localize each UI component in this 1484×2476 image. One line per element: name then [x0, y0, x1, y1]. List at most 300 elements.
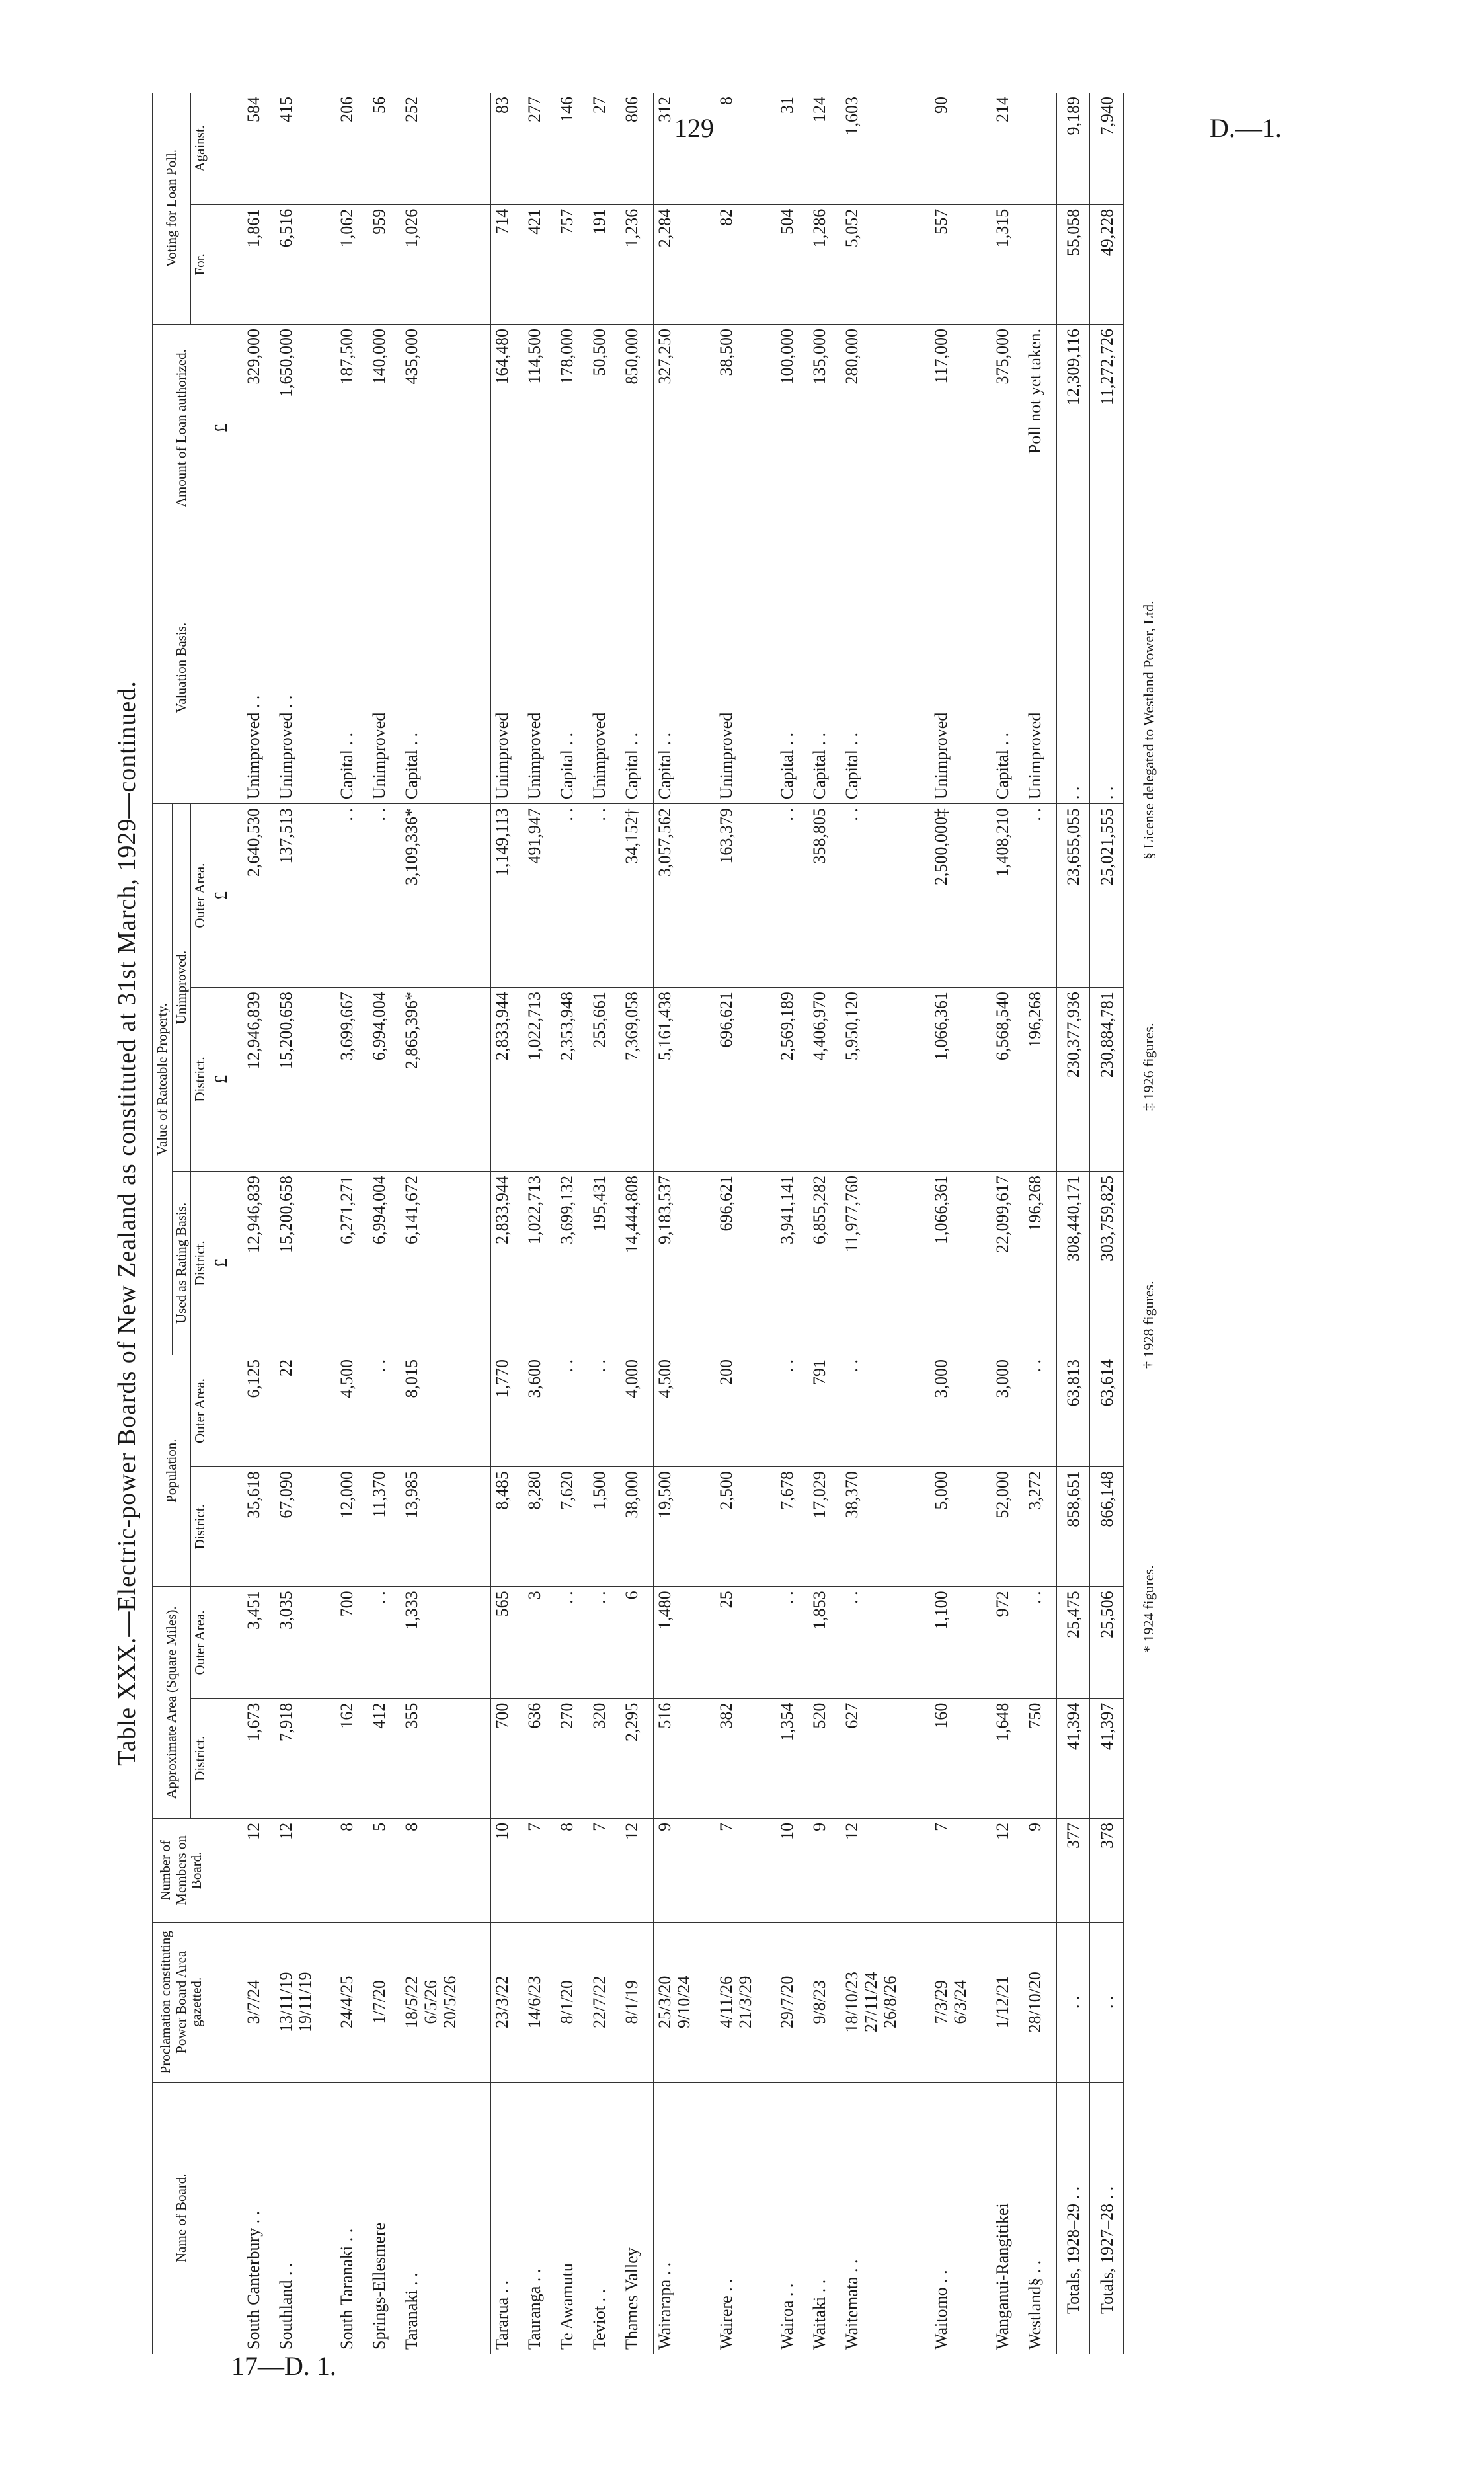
cell-uni-d: 1,066,361 [930, 988, 991, 1172]
cell-val: Capital . . [401, 532, 490, 804]
cell-loan: 164,480 [490, 325, 524, 532]
cell-area-d: 355 [401, 1698, 490, 1818]
proclamation-date: . . [1064, 1995, 1083, 2009]
board-name: Totals, 1928–29 . . [1056, 2082, 1090, 2354]
cell-against: 31 [776, 93, 808, 204]
cell-pop-d: 13,985 [401, 1467, 490, 1587]
cell-members: 7 [715, 1818, 776, 1922]
table-row [992, 93, 1024, 2354]
cell-used: 6,141,672 [401, 1172, 490, 1355]
cell-for: 1,315 [992, 204, 1024, 324]
table-row [776, 93, 808, 2354]
board-name: Wairoa . . [777, 2283, 797, 2350]
cell-uni-d: 696,621 [715, 988, 776, 1172]
cell-for: 757 [556, 204, 588, 324]
cell-loan: 280,000 [841, 325, 930, 532]
cell-uni-o: 1,149,113 [490, 804, 524, 988]
board-name: Totals, 1927–28 . . [1090, 2082, 1124, 2354]
cell-for: 1,861 [243, 204, 275, 324]
cell-members: 9 [654, 1818, 715, 1922]
cell-uni-o: . . [1024, 804, 1057, 988]
cell-uni-o: 1,408,210 [992, 804, 1024, 988]
cell-val: Capital . . [336, 532, 368, 804]
cell-pop-d: 2,500 [715, 1467, 776, 1587]
cell-area-o: . . [588, 1587, 621, 1698]
proclamation-date: 3/7/24 [243, 1980, 263, 2024]
header-valuation: Valuation Basis. [153, 532, 210, 804]
cell-for: 504 [776, 204, 808, 324]
cell-val: Unimproved [588, 532, 621, 804]
proclamation-date: 23/3/22 [492, 1976, 512, 2029]
cell-pop-o: 4,500 [336, 1355, 368, 1466]
cell-pop-o: 8,015 [401, 1355, 490, 1466]
table-row [588, 93, 621, 2354]
currency-cell: £ [210, 988, 243, 1172]
cell-pop-d: 35,618 [243, 1467, 275, 1587]
cell-loan: 329,000 [243, 325, 275, 532]
cell-for: 55,058 [1056, 204, 1090, 324]
cell-for: 1,026 [401, 204, 490, 324]
proclamation-dates [556, 1922, 588, 2082]
cell-area-d: 636 [524, 1698, 556, 1818]
cell-area-d: 1,354 [776, 1698, 808, 1818]
proclamation-date: 1/7/20 [370, 1980, 389, 2024]
footnote: * 1924 figures. [1140, 1565, 1157, 1653]
cell-area-d: 627 [841, 1698, 930, 1818]
cell-val: Capital . . [992, 532, 1024, 804]
cell-val: . . [1090, 532, 1124, 804]
board-name: Tararua . . [492, 2280, 512, 2350]
cell-val: Capital . . [808, 532, 841, 804]
cell-val: Unimproved [490, 532, 524, 804]
proclamation-dates [490, 1922, 524, 2082]
electric-power-boards-table [152, 93, 1124, 2354]
cell-val: Capital . . [621, 532, 654, 804]
cell-against: 312 [654, 93, 715, 204]
board-name: Waitomo . . [931, 2270, 951, 2350]
cell-uni-o: 491,947 [524, 804, 556, 988]
cell-pop-o: . . [841, 1355, 930, 1466]
currency-cell [210, 1922, 243, 2082]
cell-area-o: . . [776, 1587, 808, 1698]
cell-loan: 50,500 [588, 325, 621, 532]
cell-used: 3,941,141 [776, 1172, 808, 1355]
cell-loan: 187,500 [336, 325, 368, 532]
cell-members: 9 [1024, 1818, 1057, 1922]
proclamation-date: 24/4/25 [337, 1976, 357, 2029]
cell-against: 214 [992, 93, 1024, 204]
proclamation-date: . . [1097, 1995, 1116, 2009]
cell-members: 12 [841, 1818, 930, 1922]
cell-used: 6,994,004 [368, 1172, 401, 1355]
header-area-outer: Outer Area. [191, 1587, 210, 1698]
cell-members: 12 [243, 1818, 275, 1922]
board-name: Wanganui-Rangitikei [992, 2203, 1012, 2350]
proclamation-dates [1024, 1922, 1057, 2082]
cell-uni-d: 12,946,839 [243, 988, 275, 1172]
cell-used: 3,699,132 [556, 1172, 588, 1355]
cell-members: 8 [401, 1818, 490, 1922]
cell-pop-o: 63,813 [1056, 1355, 1090, 1466]
cell-pop-o: 4,500 [654, 1355, 715, 1466]
currency-cell [210, 1355, 243, 1466]
cell-uni-o: . . [556, 804, 588, 988]
header-uni-district: District. [191, 988, 210, 1172]
table-row [1024, 93, 1057, 2354]
cell-used: 303,759,825 [1090, 1172, 1124, 1355]
cell-area-o: 700 [336, 1587, 368, 1698]
cell-pop-o: 3,600 [524, 1355, 556, 1466]
board-name: Taranaki . . [401, 2082, 490, 2354]
cell-pop-d: 67,090 [275, 1467, 336, 1587]
proclamation-date: 18/10/23 [842, 1972, 862, 2033]
cell-pop-o: 791 [808, 1355, 841, 1466]
cell-loan: 1,650,000 [275, 325, 336, 532]
table-row [490, 93, 524, 2354]
proclamation-date: 19/11/19 [295, 1972, 315, 2033]
cell-used: 6,271,271 [336, 1172, 368, 1355]
cell-against: 56 [368, 93, 401, 204]
board-name: Te Awamutu [557, 2263, 576, 2350]
cell-pop-o: . . [776, 1355, 808, 1466]
proclamation-dates [654, 1922, 715, 2082]
proclamation-date: 20/5/26 [440, 1976, 460, 2029]
cell-pop-d: 1,500 [588, 1467, 621, 1587]
cell-uni-d: 7,369,058 [621, 988, 654, 1172]
header-loan: Amount of Loan authorized. [153, 325, 210, 532]
table-row [654, 93, 715, 2354]
cell-against: 146 [556, 93, 588, 204]
cell-uni-d: 5,950,120 [841, 988, 930, 1172]
cell-used: 696,621 [715, 1172, 776, 1355]
cell-pop-o: 200 [715, 1355, 776, 1466]
cell-val: Unimproved [715, 532, 776, 804]
proclamation-dates [808, 1922, 841, 2082]
cell-uni-d: 230,884,781 [1090, 988, 1124, 1172]
board-name: South Taranaki . . [337, 2228, 357, 2350]
proclamation-date: 8/1/20 [557, 1980, 576, 2024]
table-row [930, 93, 991, 2354]
cell-against: 8 [715, 93, 776, 204]
cell-pop-o: 22 [275, 1355, 336, 1466]
header-pop-district: District. [191, 1467, 210, 1587]
cell-area-o: . . [556, 1587, 588, 1698]
cell-area-o: 25,506 [1090, 1587, 1124, 1698]
cell-area-o: 25,475 [1056, 1587, 1090, 1698]
cell-members: 9 [808, 1818, 841, 1922]
cell-pop-d: 8,280 [524, 1467, 556, 1587]
cell-loan: 850,000 [621, 325, 654, 532]
cell-area-o: . . [368, 1587, 401, 1698]
proclamation-date: 7/3/29 [931, 1980, 951, 2024]
table-row [401, 93, 490, 2354]
cell-uni-o: 2,640,530 [243, 804, 275, 988]
cell-uni-d: 2,865,396* [401, 988, 490, 1172]
header-name: Name of Board. [153, 2082, 210, 2354]
cell-for: 82 [715, 204, 776, 324]
cell-against: 252 [401, 93, 490, 204]
currency-cell [210, 204, 243, 324]
cell-against: 1,603 [841, 93, 930, 204]
cell-area-d: 412 [368, 1698, 401, 1818]
proclamation-date: 28/10/20 [1025, 1972, 1044, 2033]
cell-loan: 140,000 [368, 325, 401, 532]
currency-cell [210, 1467, 243, 1587]
cell-pop-d: 5,000 [930, 1467, 991, 1587]
cell-area-d: 41,397 [1090, 1698, 1124, 1818]
cell-used: 9,183,537 [654, 1172, 715, 1355]
board-name: Teviot . . [590, 2288, 609, 2350]
cell-pop-d: 12,000 [336, 1467, 368, 1587]
cell-for: 1,236 [621, 204, 654, 324]
board-name: South Canterbury . . [243, 2210, 263, 2350]
cell-val: Capital . . [776, 532, 808, 804]
cell-members: 8 [336, 1818, 368, 1922]
cell-used: 196,268 [1024, 1172, 1057, 1355]
board-name: Wairarapa . . [655, 2262, 675, 2350]
cell-members: 10 [776, 1818, 808, 1922]
cell-used: 1,022,713 [524, 1172, 556, 1355]
table-title: Table XXX.—Electric-power Boards of New Zealand as constituted at 31st March, 1929—continued. [113, 680, 141, 1766]
currency-cell [210, 93, 243, 204]
currency-cell: £ [210, 325, 243, 532]
cell-val: Unimproved [368, 532, 401, 804]
cell-uni-o: . . [776, 804, 808, 988]
cell-pop-d: 7,620 [556, 1467, 588, 1587]
cell-pop-o: 3,000 [930, 1355, 991, 1466]
cell-area-o: 1,333 [401, 1587, 490, 1698]
cell-uni-o: . . [368, 804, 401, 988]
cell-uni-o: 163,379 [715, 804, 776, 988]
cell-members: 7 [930, 1818, 991, 1922]
header-rateable: Value of Rateable Property. [153, 804, 172, 1355]
cell-against: 206 [336, 93, 368, 204]
proclamation-dates [715, 1922, 776, 2082]
proclamation-date: 4/11/26 [716, 1976, 736, 2028]
proclamation-date: 8/1/19 [622, 1980, 642, 2024]
table-row [715, 93, 776, 2354]
currency-cell [210, 1698, 243, 1818]
proclamation-dates [243, 1922, 275, 2082]
cell-pop-d: 19,500 [654, 1467, 715, 1587]
cell-area-d: 162 [336, 1698, 368, 1818]
cell-pop-d: 866,148 [1090, 1467, 1124, 1587]
proclamation-dates [368, 1922, 401, 2082]
cell-against: 7,940 [1090, 93, 1124, 204]
cell-uni-o: 3,057,562 [654, 804, 715, 988]
cell-loan: 114,500 [524, 325, 556, 532]
cell-area-d: 2,295 [621, 1698, 654, 1818]
cell-val: Capital . . [556, 532, 588, 804]
table-row [621, 93, 654, 2354]
cell-pop-o: . . [556, 1355, 588, 1466]
cell-loan: 11,272,726 [1090, 325, 1124, 532]
proclamation-date: 22/7/22 [590, 1976, 609, 2029]
cell-loan: 12,309,116 [1056, 325, 1090, 532]
header-pop-outer: Outer Area. [191, 1355, 210, 1466]
cell-members: 10 [490, 1818, 524, 1922]
header-proclamation: Proclamation constituting Power Board Area gazetted. [153, 1922, 210, 2082]
proclamation-date: 6/3/24 [951, 1980, 970, 2024]
cell-area-o: 6 [621, 1587, 654, 1698]
header-against: Against. [191, 93, 210, 204]
series-reference: D.—1. [1210, 113, 1282, 143]
cell-pop-d: 7,678 [776, 1467, 808, 1587]
cell-used: 15,200,658 [275, 1172, 336, 1355]
proclamation-date: 25/3/20 [655, 1976, 675, 2029]
cell-loan: 375,000 [992, 325, 1024, 532]
proclamation-dates [621, 1922, 654, 2082]
cell-for: 1,062 [336, 204, 368, 324]
proclamation-date: 13/11/19 [276, 1972, 295, 2033]
proclamation-date: 6/5/26 [421, 1980, 441, 2024]
proclamation-dates [930, 1922, 991, 2082]
cell-area-o: 3,451 [243, 1587, 275, 1698]
page-number: 129 [674, 113, 714, 143]
cell-against: 584 [243, 93, 275, 204]
cell-area-o: 1,853 [808, 1587, 841, 1698]
cell-loan: 135,000 [808, 325, 841, 532]
cell-val: Unimproved [1024, 532, 1057, 804]
cell-used: 14,444,808 [621, 1172, 654, 1355]
header-unimproved: Unimproved. [172, 804, 191, 1172]
table-body [210, 93, 1123, 2354]
cell-pop-o: 1,770 [490, 1355, 524, 1466]
table-row [524, 93, 556, 2354]
cell-area-d: 320 [588, 1698, 621, 1818]
cell-val: Capital . . [841, 532, 930, 804]
cell-val: Unimproved . . [243, 532, 275, 804]
cell-area-d: 270 [556, 1698, 588, 1818]
proclamation-dates [1090, 1922, 1124, 2082]
header-area: Approximate Area (Square Miles). [153, 1587, 191, 1818]
cell-against: 9,189 [1056, 93, 1090, 204]
cell-area-d: 382 [715, 1698, 776, 1818]
cell-for: 6,516 [275, 204, 336, 324]
cell-area-d: 700 [490, 1698, 524, 1818]
cell-used: 22,099,617 [992, 1172, 1024, 1355]
proclamation-dates [401, 1922, 490, 2082]
table-row [841, 93, 930, 2354]
cell-for: 49,228 [1090, 204, 1124, 324]
cell-area-o: 3 [524, 1587, 556, 1698]
board-name: Springs-Ellesmere [370, 2222, 389, 2350]
cell-uni-d: 6,994,004 [368, 988, 401, 1172]
cell-loan: 100,000 [776, 325, 808, 532]
cell-uni-d: 5,161,438 [654, 988, 715, 1172]
cell-pop-d: 38,370 [841, 1467, 930, 1587]
cell-for: 421 [524, 204, 556, 324]
cell-area-d: 516 [654, 1698, 715, 1818]
cell-uni-o: 358,805 [808, 804, 841, 988]
proclamation-date: 18/5/22 [402, 1976, 422, 2029]
cell-uni-d: 1,022,713 [524, 988, 556, 1172]
proclamation-date: 9/8/23 [810, 1980, 829, 2024]
cell-area-o: . . [1024, 1587, 1057, 1698]
proclamation-date: 14/6/23 [524, 1976, 544, 2029]
table-row [556, 93, 588, 2354]
proclamation-dates [524, 1922, 556, 2082]
cell-pop-o: 63,614 [1090, 1355, 1124, 1466]
sheet-reference: 17—D. 1. [231, 2351, 336, 2381]
proclamation-date: 9/10/24 [674, 1976, 694, 2029]
cell-area-d: 750 [1024, 1698, 1057, 1818]
proclamation-dates [776, 1922, 808, 2082]
cell-val: . . [1056, 532, 1090, 804]
header-members: Number of Members on Board. [153, 1818, 210, 1922]
cell-uni-o: 3,109,336* [401, 804, 490, 988]
header-area-district: District. [191, 1698, 210, 1818]
currency-cell [210, 1587, 243, 1698]
proclamation-dates [1056, 1922, 1090, 2082]
cell-pop-d: 3,272 [1024, 1467, 1057, 1587]
cell-uni-d: 4,406,970 [808, 988, 841, 1172]
proclamation-date: 29/7/20 [777, 1976, 797, 2029]
cell-used: 11,977,760 [841, 1172, 930, 1355]
board-name: Westland§ . . [1024, 2082, 1057, 2354]
cell-pop-o: 6,125 [243, 1355, 275, 1466]
header-for: For. [191, 204, 210, 324]
cell-members: 378 [1090, 1818, 1124, 1922]
cell-for: 959 [368, 204, 401, 324]
board-name: Tauranga . . [524, 2268, 544, 2350]
cell-loan: 327,250 [654, 325, 715, 532]
proclamation-dates [275, 1922, 336, 2082]
cell-uni-o: 23,655,055 [1056, 804, 1090, 988]
cell-members: 7 [524, 1818, 556, 1922]
cell-uni-d: 6,568,540 [992, 988, 1024, 1172]
cell-uni-d: 15,200,658 [275, 988, 336, 1172]
cell-used: 1,066,361 [930, 1172, 991, 1355]
cell-uni-o: . . [336, 804, 368, 988]
currency-cell: £ [210, 804, 243, 988]
cell-uni-d: 196,268 [1024, 988, 1057, 1172]
totals-row [1056, 93, 1090, 2354]
cell-area-d: 520 [808, 1698, 841, 1818]
cell-loan: Poll not yet taken. [1024, 325, 1057, 532]
cell-for [1024, 204, 1057, 324]
cell-members: 7 [588, 1818, 621, 1922]
cell-uni-d: 3,699,667 [336, 988, 368, 1172]
cell-members: 12 [275, 1818, 336, 1922]
cell-members: 8 [556, 1818, 588, 1922]
cell-uni-d: 2,569,189 [776, 988, 808, 1172]
cell-uni-d: 2,833,944 [490, 988, 524, 1172]
cell-area-o: 1,480 [654, 1587, 715, 1698]
board-name: Waitaki . . [810, 2279, 829, 2350]
cell-pop-d: 11,370 [368, 1467, 401, 1587]
cell-area-d: 1,673 [243, 1698, 275, 1818]
cell-pop-o: 3,000 [992, 1355, 1024, 1466]
cell-pop-d: 8,485 [490, 1467, 524, 1587]
board-name: Southland . . [276, 2262, 295, 2350]
proclamation-date: 21/3/29 [735, 1976, 755, 2029]
currency-cell [210, 2082, 243, 2354]
rotated-table-region [112, 93, 1401, 2354]
board-name: Wairere . . [716, 2278, 736, 2350]
footnote: § License delegated to Westland Power, Ltd. [1140, 600, 1157, 859]
cell-pop-o: 4,000 [621, 1355, 654, 1466]
board-name: Waitemata . . [842, 2259, 862, 2350]
cell-members: 12 [992, 1818, 1024, 1922]
cell-pop-o: . . [1024, 1355, 1057, 1466]
cell-val: Unimproved [524, 532, 556, 804]
table-row [243, 93, 275, 2354]
cell-members: 5 [368, 1818, 401, 1922]
cell-pop-d: 52,000 [992, 1467, 1024, 1587]
cell-pop-o: . . [368, 1355, 401, 1466]
cell-loan: 178,000 [556, 325, 588, 532]
